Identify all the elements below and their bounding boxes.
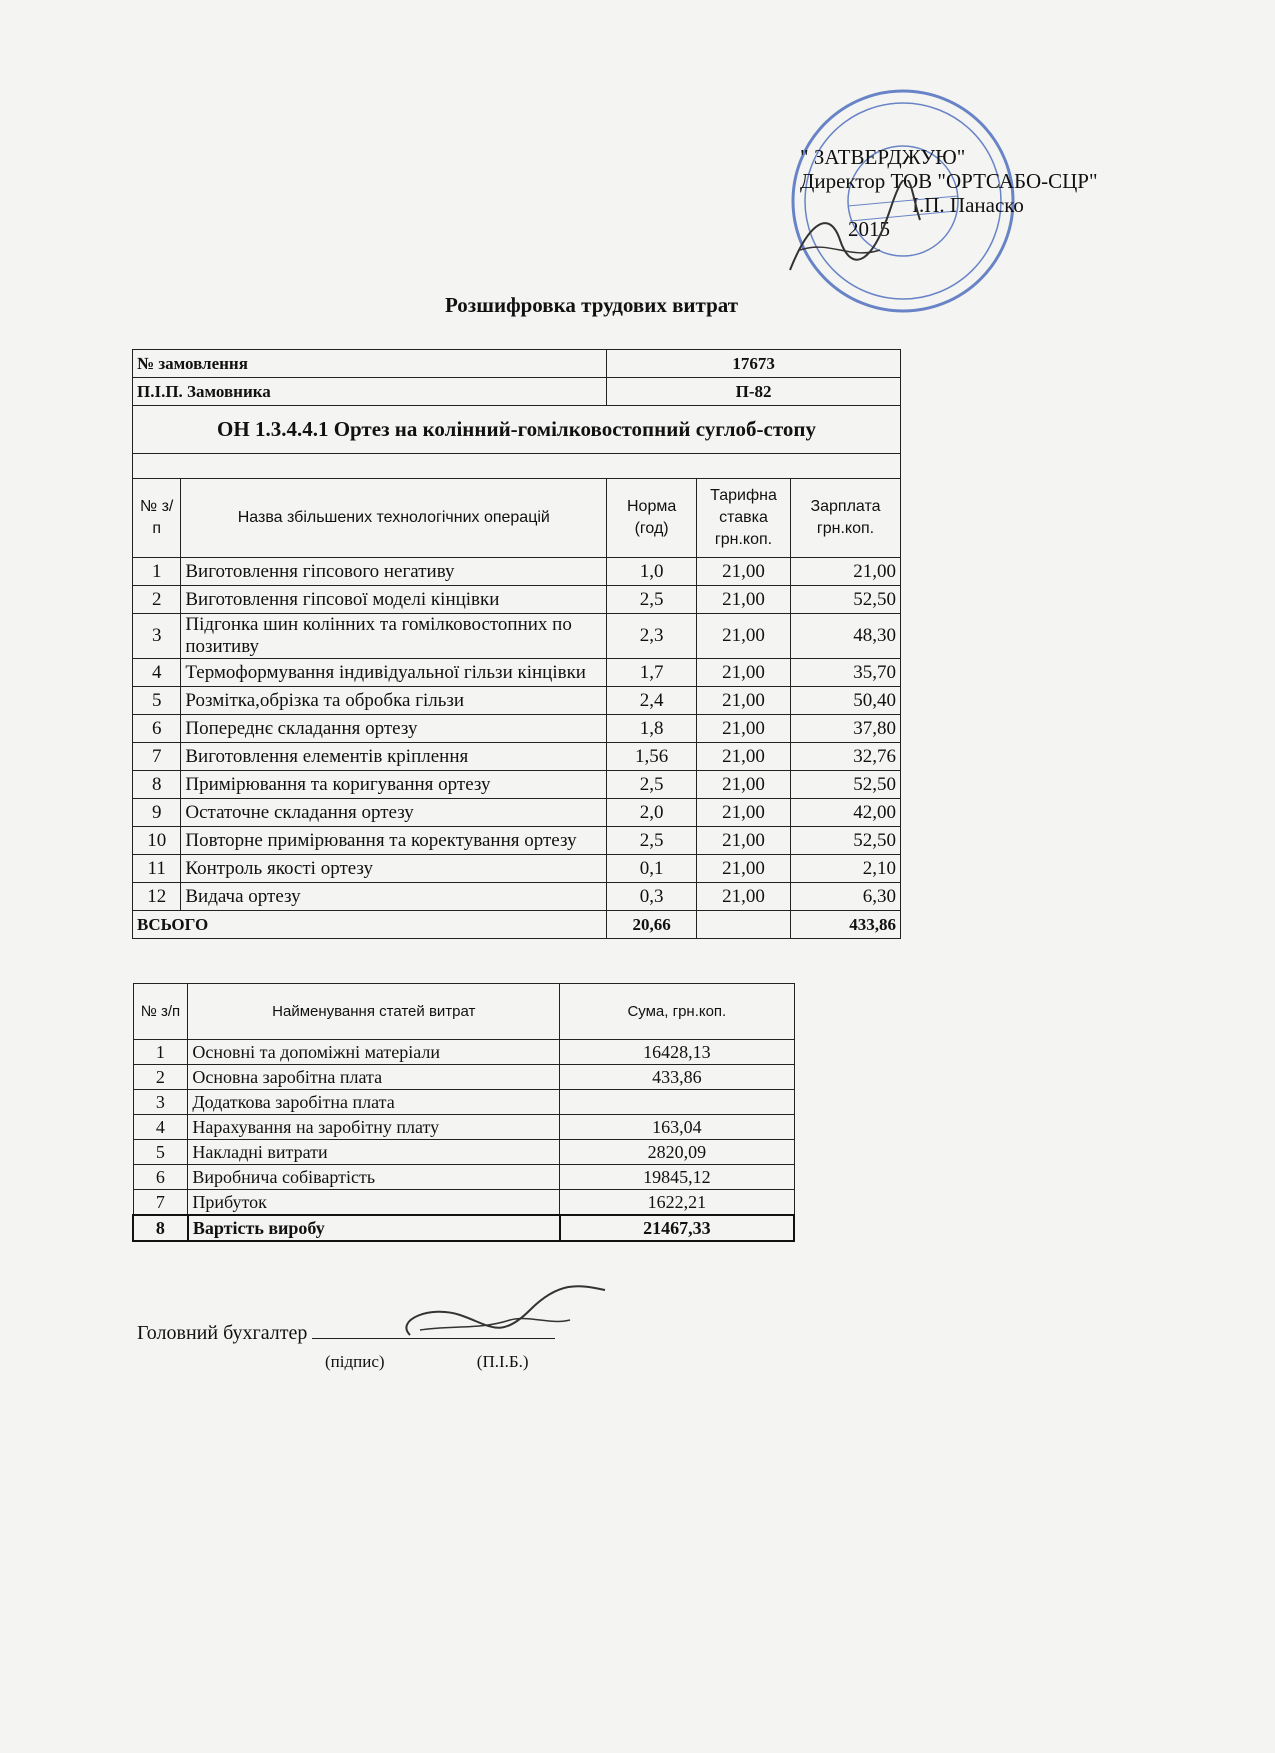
row-num: 3 xyxy=(133,614,181,659)
order-value: 17673 xyxy=(607,350,901,378)
operation-norm: 2,5 xyxy=(607,586,697,614)
col-header-rate: Тарифна ставка грн.коп. xyxy=(696,479,790,558)
operation-norm: 2,0 xyxy=(607,799,697,827)
final-name: Вартість виробу xyxy=(188,1215,560,1241)
operation-name: Виготовлення гіпсової моделі кінцівки xyxy=(181,586,607,614)
total-row xyxy=(133,911,901,939)
col-header-norm: Норма (год) xyxy=(607,479,697,558)
operation-salary: 32,76 xyxy=(791,743,901,771)
table-row xyxy=(133,1190,794,1216)
table-row xyxy=(133,1140,794,1165)
operation-salary: 52,50 xyxy=(791,827,901,855)
cost-name: Основні та допоміжні матеріали xyxy=(188,1040,560,1065)
cost-table-header xyxy=(133,984,794,1040)
cost-items-body xyxy=(133,1040,794,1216)
row-num: 10 xyxy=(133,827,181,855)
operation-rate: 21,00 xyxy=(696,558,790,586)
cost-sum: 1622,21 xyxy=(560,1190,794,1216)
table-row xyxy=(133,771,901,799)
operation-name: Виготовлення гіпсового негативу xyxy=(181,558,607,586)
client-value: П-82 xyxy=(607,378,901,406)
total-norm: 20,66 xyxy=(607,911,697,939)
cost-name: Основна заробітна плата xyxy=(188,1065,560,1090)
operation-name: Попереднє складання ортезу xyxy=(181,715,607,743)
table-row xyxy=(133,1090,794,1115)
name-caption: (П.І.Б.) xyxy=(476,1352,529,1371)
operation-norm: 2,4 xyxy=(607,687,697,715)
table-row xyxy=(133,659,901,687)
operation-norm: 0,3 xyxy=(607,883,697,911)
operation-salary: 42,00 xyxy=(791,799,901,827)
operation-salary: 6,30 xyxy=(791,883,901,911)
operation-salary: 50,40 xyxy=(791,687,901,715)
operation-norm: 1,7 xyxy=(607,659,697,687)
operation-name: Примірювання та коригування ортезу xyxy=(181,771,607,799)
table-row xyxy=(133,743,901,771)
cost-col-header-sum: Сума, грн.коп. xyxy=(560,984,794,1040)
table-row xyxy=(133,558,901,586)
cost-name: Прибуток xyxy=(188,1190,560,1216)
cost-name: Накладні витрати xyxy=(188,1140,560,1165)
operation-name: Підгонка шин колінних та гомілковостопних по позитиву xyxy=(181,614,607,659)
product-row xyxy=(133,406,901,454)
final-cost-row xyxy=(133,1215,794,1241)
cost-sum: 2820,09 xyxy=(560,1140,794,1165)
total-label: ВСЬОГО xyxy=(133,911,607,939)
cost-name: Нарахування на заробітну плату xyxy=(188,1115,560,1140)
row-num: 4 xyxy=(133,659,181,687)
approval-year: 2015 xyxy=(848,217,890,241)
cost-num: 1 xyxy=(133,1040,188,1065)
table-row xyxy=(133,799,901,827)
row-num: 8 xyxy=(133,771,181,799)
document-title: Розшифровка трудових витрат xyxy=(445,293,739,317)
operation-name: Видача ортезу xyxy=(181,883,607,911)
operation-norm: 2,3 xyxy=(607,614,697,659)
operation-rate: 21,00 xyxy=(696,687,790,715)
product-title: ОН 1.3.4.4.1 Ортез на колінний-гомілковостопний суглоб-стопу xyxy=(133,406,901,454)
operation-name: Виготовлення елементів кріплення xyxy=(181,743,607,771)
operation-salary: 35,70 xyxy=(791,659,901,687)
row-num: 12 xyxy=(133,883,181,911)
table-row xyxy=(133,1115,794,1140)
approval-name: І.П. Панаско xyxy=(912,193,1024,217)
table-row xyxy=(133,1065,794,1090)
row-num: 1 xyxy=(133,558,181,586)
operations-body xyxy=(133,558,901,911)
order-label: № замовлення xyxy=(133,350,607,378)
table-row xyxy=(133,855,901,883)
approval-position: Директор ТОВ "ОРТСАБО-СЦР" xyxy=(800,169,1098,193)
operation-name: Контроль якості ортезу xyxy=(181,855,607,883)
signature-caption: (підпис) xyxy=(325,1352,385,1371)
operation-norm: 1,0 xyxy=(607,558,697,586)
table-row xyxy=(133,1040,794,1065)
operation-rate: 21,00 xyxy=(696,715,790,743)
client-row xyxy=(133,378,901,406)
row-num: 6 xyxy=(133,715,181,743)
director-signature xyxy=(780,180,930,290)
accountant-line xyxy=(137,1322,555,1345)
operation-rate: 21,00 xyxy=(696,743,790,771)
operation-salary: 21,00 xyxy=(791,558,901,586)
final-num: 8 xyxy=(133,1215,188,1241)
cost-sum: 433,86 xyxy=(560,1065,794,1090)
cost-items-table xyxy=(132,983,795,1242)
cost-sum xyxy=(560,1090,794,1115)
table-row xyxy=(133,715,901,743)
operation-salary: 52,50 xyxy=(791,771,901,799)
operation-name: Повторне примірювання та коректування ортезу xyxy=(181,827,607,855)
cost-sum: 16428,13 xyxy=(560,1040,794,1065)
row-num: 7 xyxy=(133,743,181,771)
cost-num: 3 xyxy=(133,1090,188,1115)
cost-num: 2 xyxy=(133,1065,188,1090)
total-salary: 433,86 xyxy=(791,911,901,939)
table-row xyxy=(133,883,901,911)
accountant-label: Головний бухгалтер xyxy=(137,1322,308,1344)
operation-name: Термоформування індивідуальної гільзи кінцівки xyxy=(181,659,607,687)
signature-line xyxy=(312,1337,555,1339)
cost-sum: 163,04 xyxy=(560,1115,794,1140)
signature-captions xyxy=(325,1352,617,1372)
table-header xyxy=(133,479,901,558)
cost-name: Виробнича собівартість xyxy=(188,1165,560,1190)
operation-rate: 21,00 xyxy=(696,586,790,614)
cost-col-header-num: № з/п xyxy=(133,984,188,1040)
cost-num: 5 xyxy=(133,1140,188,1165)
blank-row xyxy=(133,454,901,479)
cost-num: 7 xyxy=(133,1190,188,1216)
operation-salary: 48,30 xyxy=(791,614,901,659)
operation-norm: 0,1 xyxy=(607,855,697,883)
final-sum: 21467,33 xyxy=(560,1215,794,1241)
operation-name: Остаточне складання ортезу xyxy=(181,799,607,827)
col-header-name: Назва збільшених технологічних операцій xyxy=(181,479,607,558)
table-row xyxy=(133,586,901,614)
labor-costs-table xyxy=(132,349,901,939)
operation-rate: 21,00 xyxy=(696,827,790,855)
col-header-num: № з/п xyxy=(133,479,181,558)
row-num: 11 xyxy=(133,855,181,883)
operation-norm: 2,5 xyxy=(607,771,697,799)
operation-salary: 37,80 xyxy=(791,715,901,743)
table-row xyxy=(133,687,901,715)
operation-rate: 21,00 xyxy=(696,799,790,827)
row-num: 5 xyxy=(133,687,181,715)
row-num: 2 xyxy=(133,586,181,614)
operation-rate: 21,00 xyxy=(696,771,790,799)
accountant-signature xyxy=(390,1280,610,1360)
cost-name: Додаткова заробітна плата xyxy=(188,1090,560,1115)
client-label: П.І.П. Замовника xyxy=(133,378,607,406)
operation-norm: 2,5 xyxy=(607,827,697,855)
cost-num: 4 xyxy=(133,1115,188,1140)
col-header-salary: Зарплата грн.коп. xyxy=(791,479,901,558)
cost-sum: 19845,12 xyxy=(560,1165,794,1190)
operation-salary: 52,50 xyxy=(791,586,901,614)
operation-rate: 21,00 xyxy=(696,883,790,911)
approval-heading: " ЗАТВЕРДЖУЮ" xyxy=(800,145,966,169)
cost-col-header-name: Найменування статей витрат xyxy=(188,984,560,1040)
operation-rate: 21,00 xyxy=(696,614,790,659)
operation-norm: 1,8 xyxy=(607,715,697,743)
operation-rate: 21,00 xyxy=(696,659,790,687)
cost-num: 6 xyxy=(133,1165,188,1190)
operation-norm: 1,56 xyxy=(607,743,697,771)
operation-rate: 21,00 xyxy=(696,855,790,883)
table-row xyxy=(133,614,901,659)
operation-name: Розмітка,обрізка та обробка гільзи xyxy=(181,687,607,715)
operation-salary: 2,10 xyxy=(791,855,901,883)
table-row xyxy=(133,827,901,855)
row-num: 9 xyxy=(133,799,181,827)
order-row xyxy=(133,350,901,378)
table-row xyxy=(133,1165,794,1190)
